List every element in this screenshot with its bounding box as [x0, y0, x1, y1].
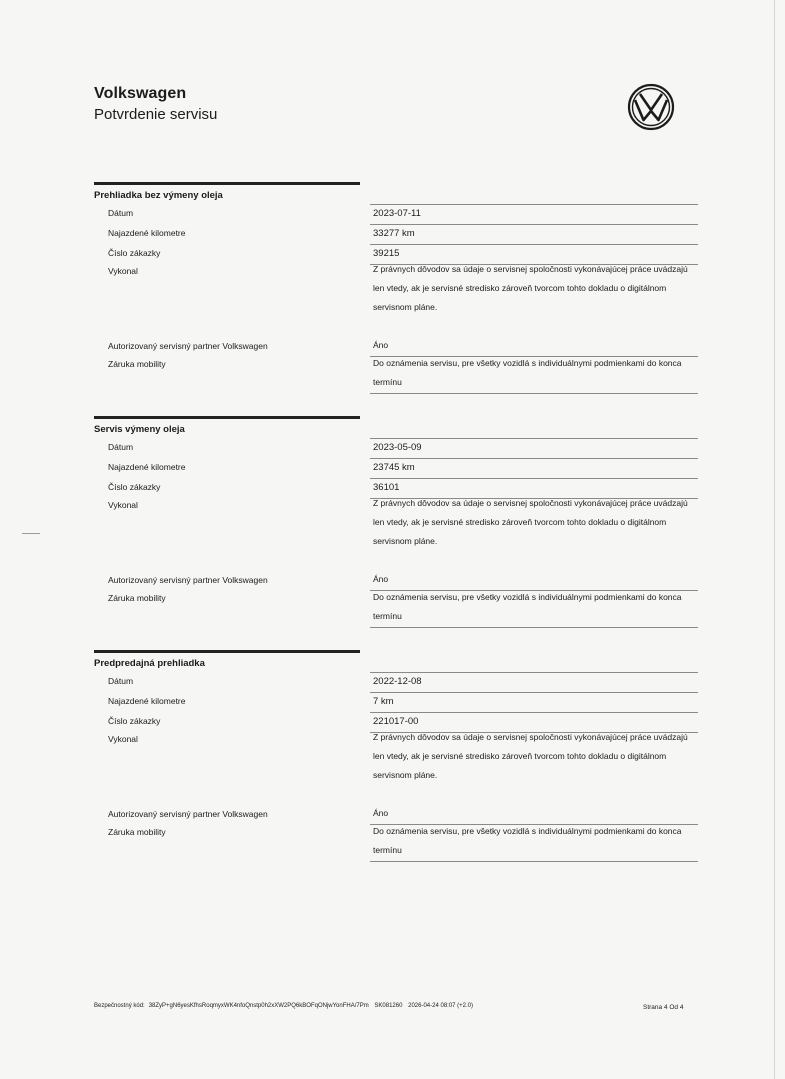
mobility-value: Do oznámenia servisu, pre všetky vozidlá s individuálnymi podmienkami do konca termínu [373, 826, 682, 855]
partner-value: Áno [373, 340, 389, 350]
date-label: Dátum [108, 208, 134, 218]
scan-edge [774, 0, 775, 1079]
security-code: 38ZyP+gN6yesKfhsRoqmyxWK4nfoQnstp0h2xXW2PQ6kBOFqONjwYonFHA/7Pm [148, 1003, 369, 1009]
section-rule [94, 650, 360, 653]
partner-label: Autorizovaný servisný partner Volkswagen [108, 575, 268, 585]
mileage-value: 7 km [373, 696, 394, 707]
volkswagen-logo-icon [627, 83, 675, 131]
order-label: Číslo zákazky [108, 482, 161, 492]
order-label: Číslo zákazky [108, 248, 161, 258]
order-value: 36101 [373, 482, 400, 493]
mileage-value: 23745 km [373, 462, 415, 473]
order-value: 221017-00 [373, 716, 419, 727]
mileage-label: Najazdené kilometre [108, 228, 186, 238]
date-value: 2023-07-11 [373, 208, 421, 219]
performed-value: Z právnych dôvodov sa údaje o servisnej spoločnosti vykonávajúcej práce uvádzajú len vtedy, ak je servisné stredisko zároveň tvorcom tohto dokladu o digitálnom servisnom pláne. [373, 732, 688, 780]
mobility-label: Záruka mobility [108, 827, 166, 837]
partner-value: Áno [373, 808, 389, 818]
performed-label: Vykonal [108, 500, 138, 510]
row-line [370, 393, 698, 394]
date-label: Dátum [108, 676, 134, 686]
section-title: Predpredajná prehliadka [94, 658, 205, 669]
date-value: 2022-12-08 [373, 676, 422, 687]
section-title: Prehliadka bez výmeny oleja [94, 190, 223, 201]
dealer-code: SK081260 [374, 1003, 403, 1009]
performed-label: Vykonal [108, 266, 138, 276]
security-code-label: Bezpečnostný kód: [94, 1003, 145, 1009]
order-value: 39215 [373, 248, 400, 259]
mileage-label: Najazdené kilometre [108, 696, 186, 706]
order-label: Číslo zákazky [108, 716, 161, 726]
scan-mark [22, 533, 40, 534]
section-rule [94, 416, 360, 419]
document-footer [94, 1003, 477, 1009]
section-rule [94, 182, 360, 185]
partner-label: Autorizovaný servisný partner Volkswagen [108, 341, 268, 351]
performed-label: Vykonal [108, 734, 138, 744]
date-label: Dátum [108, 442, 134, 452]
partner-label: Autorizovaný servisný partner Volkswagen [108, 809, 268, 819]
mobility-label: Záruka mobility [108, 593, 166, 603]
section-title: Servis výmeny oleja [94, 424, 185, 435]
mobility-value: Do oznámenia servisu, pre všetky vozidlá s individuálnymi podmienkami do konca termínu [373, 592, 682, 621]
partner-value: Áno [373, 574, 389, 584]
print-timestamp: 2026-04-24 08:07 (+2.0) [408, 1003, 474, 1009]
page-number: Strana 4 Od 4 [643, 1004, 684, 1011]
document-subtitle: Potvrdenie servisu [94, 106, 218, 123]
mileage-label: Najazdené kilometre [108, 462, 186, 472]
row-line [370, 627, 698, 628]
performed-value: Z právnych dôvodov sa údaje o servisnej spoločnosti vykonávajúcej práce uvádzajú len vtedy, ak je servisné stredisko zároveň tvorcom tohto dokladu o digitálnom servisnom pláne. [373, 264, 688, 312]
mobility-label: Záruka mobility [108, 359, 166, 369]
row-line [370, 861, 698, 862]
date-value: 2023-05-09 [373, 442, 422, 453]
mileage-value: 33277 km [373, 228, 415, 239]
mobility-value: Do oznámenia servisu, pre všetky vozidlá s individuálnymi podmienkami do konca termínu [373, 358, 682, 387]
brand-title: Volkswagen [94, 85, 187, 102]
performed-value: Z právnych dôvodov sa údaje o servisnej spoločnosti vykonávajúcej práce uvádzajú len vtedy, ak je servisné stredisko zároveň tvorcom tohto dokladu o digitálnom servisnom pláne. [373, 498, 688, 546]
